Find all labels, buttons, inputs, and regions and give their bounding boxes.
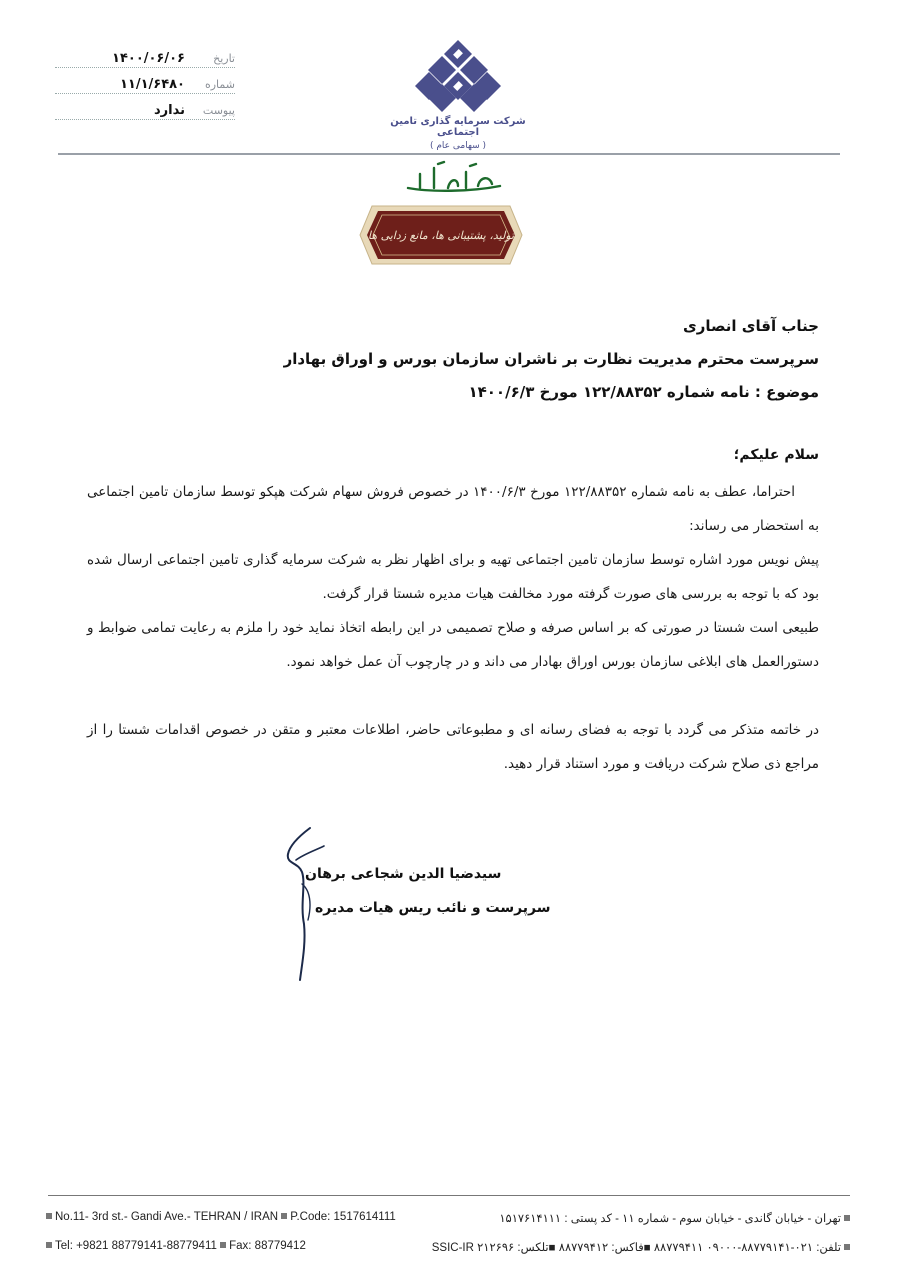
footer-fax-fa: ۸۸۷۷۹۴۱۱ ■فاکس: ۸۸۷۷۹۴۱۲ <box>558 1242 704 1254</box>
footer-phone-fa <box>432 1240 850 1254</box>
date-value: ۱۴۰۰/۰۶/۰۶ <box>112 51 185 66</box>
slogan-banner <box>358 204 524 266</box>
slogan-text: تولید، پشتیبانی ها، مانع زدایی ها <box>367 228 515 242</box>
footer-tel-fa: تلفن: ۰۲۱-۸۸۷۷۹۱۴۱-۰۹۰۰۰ <box>706 1242 841 1254</box>
bullet-square-icon <box>46 1213 52 1219</box>
footer-divider <box>48 1195 850 1196</box>
signer-name: سیدضیا الدین شجاعی برهان <box>305 866 502 882</box>
footer-fax-en: Fax: 88779412 <box>229 1240 306 1252</box>
body-paragraph-3: طبیعی است شستا در صورتی که بر اساس صرفه و صلاح تصمیمی در این رابطه اتخاذ نماید خود را ملزم به رعایت تمامی ضوابط و دستورالعمل های ابلاغی سازمان بورس اوراق بهادار می داند و در چارچوب آن عمل خواهد نمود. <box>87 620 819 670</box>
footer-tel-en: Tel: +9821 88779141-88779411 <box>55 1240 217 1252</box>
number-row <box>55 70 235 94</box>
number-value: ۱۱/۱/۶۴۸۰ <box>119 77 185 92</box>
recipient-title: سرپرست محترم مدیریت نظارت بر ناشران سازمان بورس و اوراق بهادار <box>283 350 819 368</box>
footer-address-fa-text: تهران - خیابان گاندی - خیابان سوم - شماره ۱۱ - کد پستی : ۱۵۱۷۶۱۴۱۱۱ <box>499 1213 841 1225</box>
bullet-square-icon <box>220 1242 226 1248</box>
attachment-label: پیوست <box>202 104 235 117</box>
signer-title: سرپرست و نائب ریس هیات مدیره <box>315 900 551 916</box>
attachment-row <box>55 96 235 120</box>
company-logo-icon <box>415 40 501 112</box>
letter-subject: موضوع : نامه شماره ۱۲۲/۸۸۳۵۲ مورخ ۱۴۰۰/۶/۳ <box>468 383 819 401</box>
footer-postcode-en: P.Code: 1517614111 <box>290 1211 396 1223</box>
date-row <box>55 44 235 68</box>
bullet-square-icon <box>844 1215 850 1221</box>
bullet-square-icon <box>46 1242 52 1248</box>
company-type: ( سهامی عام ) <box>429 141 487 151</box>
body-paragraph-2: پیش نویس مورد اشاره توسط سازمان تامین اجتماعی تهیه و برای اظهار نظر به شرکت سرمایه گذاری تامین اجتماعی ارسال شده بود که با توجه به بررسی های صورت گرفته مورد مخالفت هیات مدیره شستا قرار گرفت. <box>87 552 819 602</box>
date-label: تاریخ <box>213 52 235 65</box>
greeting: سلام علیکم؛ <box>733 447 819 463</box>
bullet-square-icon <box>844 1244 850 1250</box>
bullet-square-icon <box>281 1213 287 1219</box>
recipient-name: جناب آقای انصاری <box>683 317 819 335</box>
attachment-value: ندارد <box>153 103 185 118</box>
header-divider <box>58 153 840 155</box>
footer-address-en-text: No.11- 3rd st.- Gandi Ave.- TEHRAN / IRAN <box>55 1211 279 1223</box>
footer-address-en <box>46 1211 396 1223</box>
body-paragraph-4: در خاتمه متذکر می گردد با توجه به فضای رسانه ای و مطبوعاتی حاضر، اطلاعات معتبر و متقن در خصوص اقدامات شستا را از مراجع ذی صلاح شرکت دریافت و مورد استناد قرار دهید. <box>87 722 819 772</box>
handwritten-signature <box>282 824 330 984</box>
company-logo <box>378 40 538 151</box>
letter-meta <box>55 44 235 122</box>
footer-telex-fa: ■تلکس: SSIC-IR ۲۱۲۶۹۶ <box>431 1242 556 1254</box>
number-label: شماره <box>204 78 235 91</box>
company-name: شرکت سرمایه گذاری تامین اجتماعی <box>390 116 526 138</box>
footer-address-fa <box>499 1211 850 1225</box>
besmeh-calligraphy <box>400 158 510 198</box>
footer-phone-en <box>46 1240 306 1252</box>
body-paragraph-1: احتراما، عطف به نامه شماره ۱۲۲/۸۸۳۵۲ مورخ ۱۴۰۰/۶/۳ در خصوص فروش سهام شرکت هپکو توسط سازمان تامین اجتماعی به استحضار می رساند: <box>87 484 819 534</box>
